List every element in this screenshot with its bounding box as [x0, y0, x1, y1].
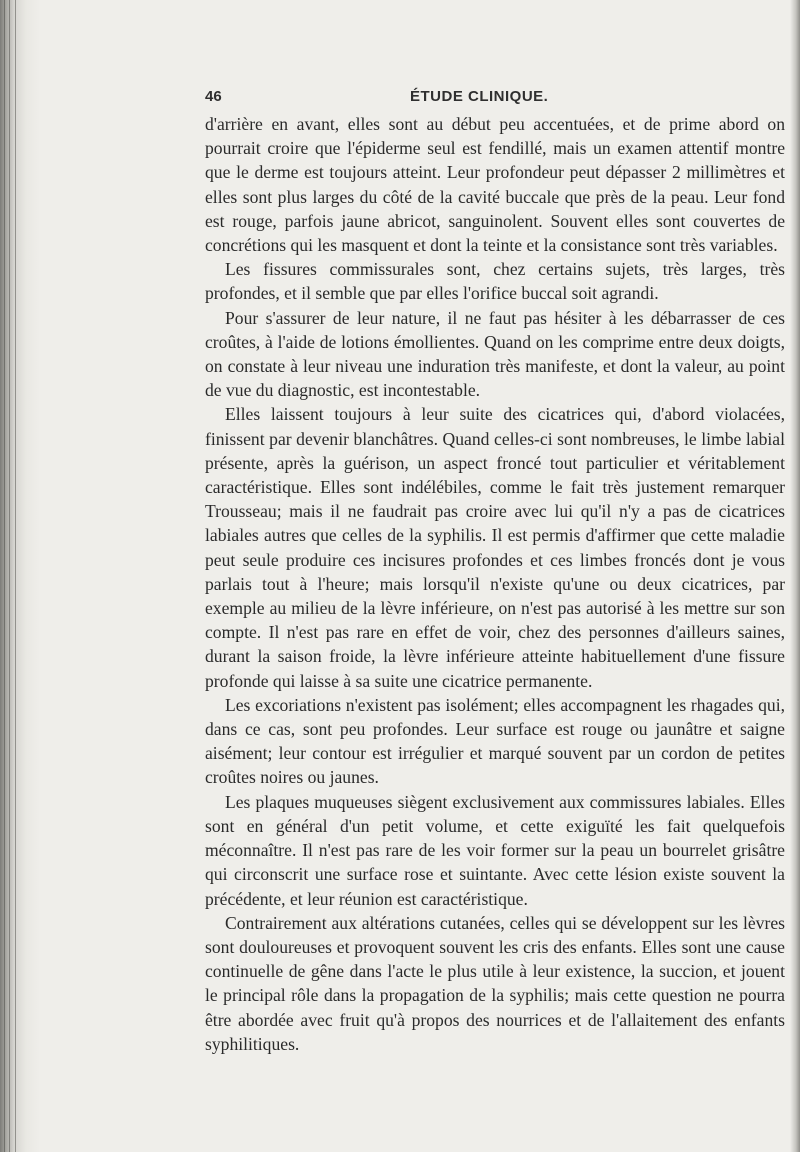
paragraph: Elles laissent toujours à leur suite des cicatrices qui, d'abord violacées, finissent par devenir blanchâtres. Quand celles-ci sont nombreuses, le limbe labial présente, après la guérison, un aspect froncé tout particulier et véritablement caractéristique. Elles sont indélébiles, comme le fait très justement remarquer Trousseau; mais il ne faudrait pas croire avec lui qu'il n'y a pas de cicatrices labiales autres que celles de la syphilis. Il est permis d'affirmer que cette maladie peut seule produire ces incisures profondes et ces limbes froncés dont je vous parlais tout à l'heure; mais lorsqu'il n'existe qu'une ou deux cicatrices, par exemple au milieu de la lèvre inférieure, on n'est pas autorisé à les mettre sur son compte. Il n'est pas rare en effet de voir, chez des personnes d'ailleurs saines, durant la saison froide, la lèvre inférieure atteinte habituellement d'une fissure profonde qui laisse à sa suite une cicatrice permanente. [205, 404, 785, 691]
paragraph: Les excoriations n'existent pas isolément; elles accompagnent les rhagades qui, dans ce cas, sont peu profondes. Leur surface est rouge ou jaunâtre et saigne aisément; leur contour est irrégulier et marqué souvent par un cordon de petites croûtes noires ou jaunes. [205, 694, 785, 788]
running-header [205, 88, 785, 108]
paragraph: Pour s'assurer de leur nature, il ne faut pas hésiter à les débarrasser de ces croûtes, à l'aide de lotions émollientes. Quand on les comprime entre deux doigts, on constate à leur niveau une induration très manifeste, et dont la valeur, au point de vue du diagnostic, est incontestable. [205, 307, 785, 401]
paragraph: Les plaques muqueuses siègent exclusivement aux commissures labiales. Elles sont en général d'un petit volume, et cette exiguïté les fait quelquefois méconnaître. Il n'est pas rare de les voir former sur la peau un bourrelet grisâtre qui circonscrit une surface rose et suintante. Avec cette lésion existe souvent la précédente, et leur réunion est caractéristique. [205, 791, 785, 909]
running-title: ÉTUDE CLINIQUE. [410, 88, 549, 105]
page-number: 46 [205, 88, 222, 105]
page-outer-edge [790, 0, 800, 1152]
paragraph: Les fissures commissurales sont, chez certains sujets, très larges, très profondes, et il semble que par elles l'orifice buccal soit agrandi. [205, 259, 785, 304]
page-binding-edge [0, 0, 40, 1152]
paragraph: Contrairement aux altérations cutanées, celles qui se développent sur les lèvres sont douloureuses et provoquent souvent les cris des enfants. Elles sont une cause continuelle de gêne dans l'acte le plus utile à leur existence, la succion, et jouent le principal rôle dans la propagation de la syphilis; mais cette question ne pourra être abordée avec fruit qu'à propos des nourrices et de l'allaitement des enfants syphilitiques. [205, 912, 785, 1054]
body-text [205, 112, 785, 1056]
paragraph: d'arrière en avant, elles sont au début peu accentuées, et de prime abord on pourrait croire que l'épiderme seul est fendillé, mais un examen attentif montre que le derme est toujours atteint. Leur profondeur peut dépasser 2 millimètres et elles sont plus larges du côté de la cavité buccale que près de la peau. Leur fond est rouge, parfois jaune abricot, sanguinolent. Souvent elles sont couvertes de concrétions qui les masquent et dont la teinte et la consistance sont très variables. [205, 114, 785, 256]
